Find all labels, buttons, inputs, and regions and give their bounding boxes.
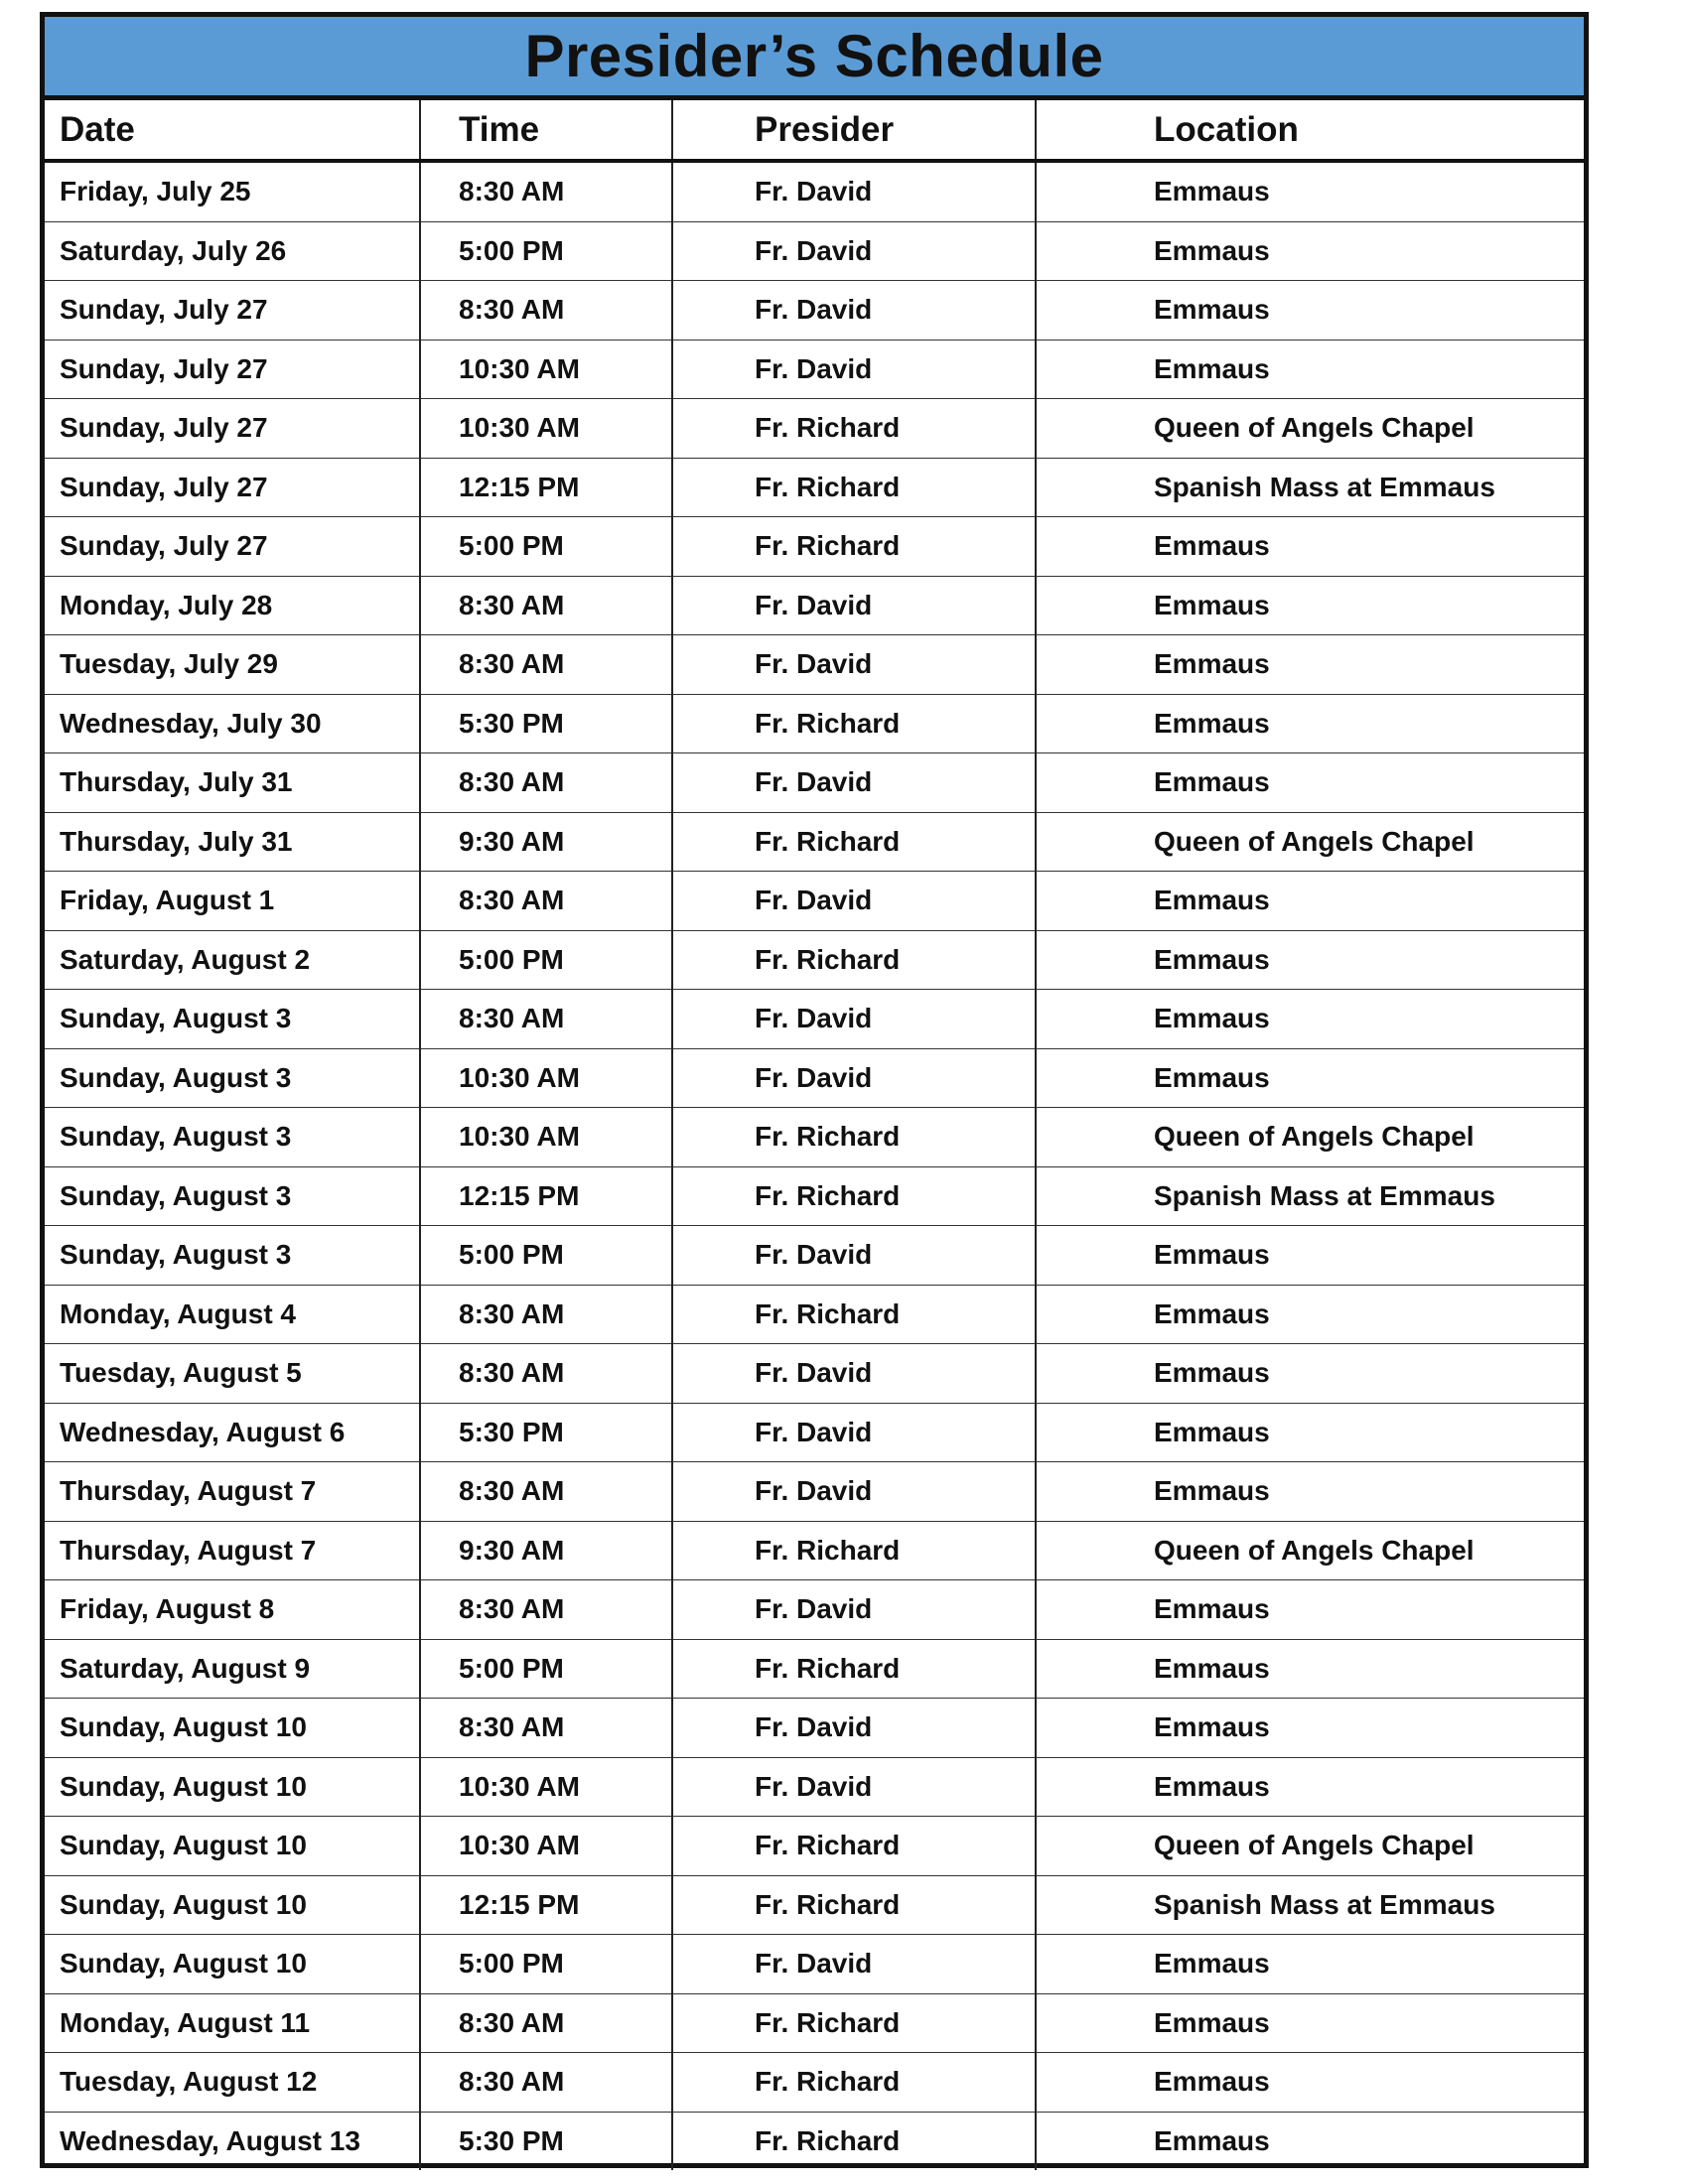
cell-time: 10:30 AM: [420, 1817, 672, 1876]
cell-time: 8:30 AM: [420, 872, 672, 931]
cell-location: Emmaus: [1036, 576, 1584, 635]
cell-time: 10:30 AM: [420, 399, 672, 459]
cell-presider: Fr. David: [672, 1403, 1036, 1462]
header-row: [45, 100, 1584, 161]
cell-location: Emmaus: [1036, 221, 1584, 281]
cell-time: 8:30 AM: [420, 1344, 672, 1404]
cell-time: 12:15 PM: [420, 458, 672, 517]
cell-presider: Fr. David: [672, 1344, 1036, 1404]
cell-time: 8:30 AM: [420, 2053, 672, 2113]
cell-location: Emmaus: [1036, 2053, 1584, 2113]
cell-location: Emmaus: [1036, 281, 1584, 341]
cell-date: Sunday, August 10: [45, 1935, 420, 1994]
cell-date: Saturday, August 2: [45, 930, 420, 990]
cell-time: 5:00 PM: [420, 1935, 672, 1994]
cell-location: Emmaus: [1036, 161, 1584, 221]
cell-presider: Fr. Richard: [672, 694, 1036, 753]
table-row: [45, 1285, 1584, 1344]
cell-time: 10:30 AM: [420, 1108, 672, 1167]
table-row: [45, 1935, 1584, 1994]
cell-presider: Fr. David: [672, 990, 1036, 1049]
table-row: [45, 1462, 1584, 1522]
cell-presider: Fr. Richard: [672, 1639, 1036, 1699]
column-header-location: Location: [1036, 100, 1584, 161]
cell-location: Emmaus: [1036, 990, 1584, 1049]
column-header-time: Time: [420, 100, 672, 161]
cell-date: Thursday, August 7: [45, 1521, 420, 1580]
column-header-presider: Presider: [672, 100, 1036, 161]
cell-time: 5:00 PM: [420, 517, 672, 577]
cell-presider: Fr. David: [672, 281, 1036, 341]
table-row: [45, 635, 1584, 695]
cell-time: 8:30 AM: [420, 990, 672, 1049]
cell-date: Sunday, August 10: [45, 1817, 420, 1876]
table-row: [45, 399, 1584, 459]
cell-location: Emmaus: [1036, 517, 1584, 577]
cell-location: Emmaus: [1036, 694, 1584, 753]
schedule-table-container: [40, 12, 1589, 2168]
table-row: [45, 812, 1584, 872]
cell-time: 8:30 AM: [420, 1993, 672, 2053]
cell-location: Emmaus: [1036, 930, 1584, 990]
cell-presider: Fr. David: [672, 1699, 1036, 1758]
cell-presider: Fr. David: [672, 340, 1036, 399]
cell-location: Emmaus: [1036, 1226, 1584, 1286]
cell-presider: Fr. Richard: [672, 1817, 1036, 1876]
cell-time: 8:30 AM: [420, 161, 672, 221]
cell-date: Sunday, August 3: [45, 990, 420, 1049]
cell-date: Friday, July 25: [60, 176, 251, 207]
cell-presider: Fr. Richard: [672, 1108, 1036, 1167]
page-title: Presider’s Schedule: [524, 23, 1104, 89]
table-row: [45, 930, 1584, 990]
cell-presider: Fr. David: [672, 221, 1036, 281]
cell-location: Emmaus: [1036, 872, 1584, 931]
cell-time: 9:30 AM: [420, 812, 672, 872]
cell-time: 10:30 AM: [420, 340, 672, 399]
cell-time: 8:30 AM: [420, 281, 672, 341]
cell-time: 5:00 PM: [420, 930, 672, 990]
cell-presider: Fr. Richard: [672, 399, 1036, 459]
cell-location: Emmaus: [1036, 1344, 1584, 1404]
cell-location: Emmaus: [1036, 1285, 1584, 1344]
cell-location: Queen of Angels Chapel: [1036, 812, 1584, 872]
cell-time: 8:30 AM: [420, 1285, 672, 1344]
cell-date: Wednesday, August 6: [45, 1403, 420, 1462]
title-bar: [45, 17, 1584, 100]
cell-presider: Fr. Richard: [672, 1285, 1036, 1344]
cell-location: Emmaus: [1036, 1993, 1584, 2053]
table-row: [45, 1403, 1584, 1462]
cell-date: Friday, August 1: [45, 872, 420, 931]
cell-date: Sunday, August 3: [45, 1166, 420, 1226]
cell-date: Sunday, July 27: [45, 517, 420, 577]
cell-presider: Fr. David: [672, 635, 1036, 695]
table-row: [45, 1226, 1584, 1286]
cell-presider: Fr. Richard: [672, 1166, 1036, 1226]
table-row: [45, 1344, 1584, 1404]
cell-time: 10:30 AM: [420, 1048, 672, 1108]
table-row: [45, 1580, 1584, 1640]
cell-time: 10:30 AM: [420, 1757, 672, 1817]
schedule-table: [45, 100, 1584, 2170]
cell-time: 5:30 PM: [420, 1403, 672, 1462]
cell-location: Spanish Mass at Emmaus: [1036, 1875, 1584, 1935]
cell-date: Tuesday, August 12: [45, 2053, 420, 2113]
cell-presider: Fr. David: [672, 1757, 1036, 1817]
table-row: [45, 517, 1584, 577]
table-row: [45, 1639, 1584, 1699]
cell-time: 5:30 PM: [420, 2112, 672, 2170]
cell-location: Queen of Angels Chapel: [1036, 1817, 1584, 1876]
table-row: [45, 1048, 1584, 1108]
cell-date: Sunday, August 3: [45, 1108, 420, 1167]
cell-date: Sunday, July 27: [45, 281, 420, 341]
table-row: [45, 1757, 1584, 1817]
cell-date: Thursday, July 31: [45, 753, 420, 813]
cell-time: 5:00 PM: [420, 1226, 672, 1286]
table-row: [45, 990, 1584, 1049]
cell-date: Saturday, August 9: [45, 1639, 420, 1699]
table-row: [45, 1875, 1584, 1935]
cell-location: Emmaus: [1036, 1048, 1584, 1108]
cell-date: Sunday, July 27: [45, 340, 420, 399]
cell-time: 5:00 PM: [420, 221, 672, 281]
cell-date: Tuesday, July 29: [45, 635, 420, 695]
cell-presider: Fr. Richard: [672, 1993, 1036, 2053]
cell-date: Sunday, August 10: [45, 1875, 420, 1935]
cell-date: Sunday, August 3: [45, 1226, 420, 1286]
cell-location: Emmaus: [1036, 340, 1584, 399]
cell-location: Spanish Mass at Emmaus: [1036, 1166, 1584, 1226]
cell-presider: Fr. Richard: [672, 517, 1036, 577]
cell-presider: Fr. Richard: [672, 2112, 1036, 2170]
table-row: [45, 2053, 1584, 2113]
cell-date: Monday, August 11: [45, 1993, 420, 2053]
cell-location: Emmaus: [1036, 753, 1584, 813]
table-row: [45, 1699, 1584, 1758]
table-row: [45, 2112, 1584, 2170]
cell-date: Monday, August 4: [45, 1285, 420, 1344]
cell-time: 9:30 AM: [420, 1521, 672, 1580]
cell-time: 5:00 PM: [420, 1639, 672, 1699]
column-header-date: Date: [45, 100, 420, 161]
table-header: [45, 100, 1584, 161]
cell-presider: Fr. Richard: [672, 812, 1036, 872]
cell-date: Friday, August 8: [45, 1580, 420, 1640]
cell-presider: Fr. David: [672, 161, 1036, 221]
cell-location: Queen of Angels Chapel: [1036, 399, 1584, 459]
cell-presider: Fr. David: [672, 1580, 1036, 1640]
cell-date: Sunday, July 27: [45, 399, 420, 459]
cell-time: 8:30 AM: [420, 1699, 672, 1758]
table-row: [45, 753, 1584, 813]
cell-date: Wednesday, August 13: [45, 2112, 420, 2170]
cell-time: 8:30 AM: [420, 1580, 672, 1640]
cell-location: Emmaus: [1036, 1757, 1584, 1817]
cell-location: Queen of Angels Chapel: [1036, 1521, 1584, 1580]
cell-date: Sunday, July 27: [45, 458, 420, 517]
cell-time: 12:15 PM: [420, 1166, 672, 1226]
cell-time: 8:30 AM: [420, 576, 672, 635]
cell-location: Emmaus: [1036, 1580, 1584, 1640]
table-row: [45, 221, 1584, 281]
cell-location: Emmaus: [1036, 635, 1584, 695]
cell-presider: Fr. David: [672, 1048, 1036, 1108]
cell-presider: Fr. Richard: [672, 930, 1036, 990]
table-row: [45, 576, 1584, 635]
cell-date: Sunday, August 10: [45, 1757, 420, 1817]
cell-date: Saturday, July 26: [45, 221, 420, 281]
cell-presider: Fr. David: [672, 1226, 1036, 1286]
cell-location: Emmaus: [1036, 1699, 1584, 1758]
cell-location: Spanish Mass at Emmaus: [1036, 458, 1584, 517]
cell-time: 8:30 AM: [420, 753, 672, 813]
cell-time: 8:30 AM: [420, 635, 672, 695]
cell-date: Tuesday, August 5: [45, 1344, 420, 1404]
cell-presider: Fr. David: [672, 1935, 1036, 1994]
cell-location: Emmaus: [1036, 1639, 1584, 1699]
cell-presider: Fr. Richard: [672, 1875, 1036, 1935]
cell-date: Sunday, August 3: [45, 1048, 420, 1108]
cell-presider: Fr. Richard: [672, 458, 1036, 517]
cell-time: 12:15 PM: [420, 1875, 672, 1935]
cell-location: Emmaus: [1036, 1462, 1584, 1522]
cell-presider: Fr. David: [672, 872, 1036, 931]
cell-location: Emmaus: [1036, 1935, 1584, 1994]
table-row: [45, 1166, 1584, 1226]
cell-time: 8:30 AM: [420, 1462, 672, 1522]
cell-presider: Fr. David: [672, 1462, 1036, 1522]
table-row: [45, 1521, 1584, 1580]
cell-presider: Fr. Richard: [672, 2053, 1036, 2113]
cell-presider: Fr. David: [672, 576, 1036, 635]
table-body: [45, 161, 1584, 2170]
cell-date: Thursday, July 31: [45, 812, 420, 872]
cell-time: 5:30 PM: [420, 694, 672, 753]
cell-presider: Fr. David: [672, 753, 1036, 813]
cell-date: Wednesday, July 30: [45, 694, 420, 753]
table-row: [45, 1817, 1584, 1876]
cell-location: Queen of Angels Chapel: [1036, 1108, 1584, 1167]
cell-presider: Fr. Richard: [672, 1521, 1036, 1580]
cell-date: Thursday, August 7: [45, 1462, 420, 1522]
table-row: [45, 872, 1584, 931]
cell-location: Emmaus: [1036, 1403, 1584, 1462]
table-row: [45, 1108, 1584, 1167]
table-row: [45, 281, 1584, 341]
table-row: [45, 1993, 1584, 2053]
cell-date: Monday, July 28: [45, 576, 420, 635]
table-row: [45, 458, 1584, 517]
table-row: [45, 694, 1584, 753]
cell-date: Sunday, August 10: [45, 1699, 420, 1758]
cell-location: Emmaus: [1036, 2112, 1584, 2170]
table-row: [45, 161, 1584, 221]
table-row: [45, 340, 1584, 399]
